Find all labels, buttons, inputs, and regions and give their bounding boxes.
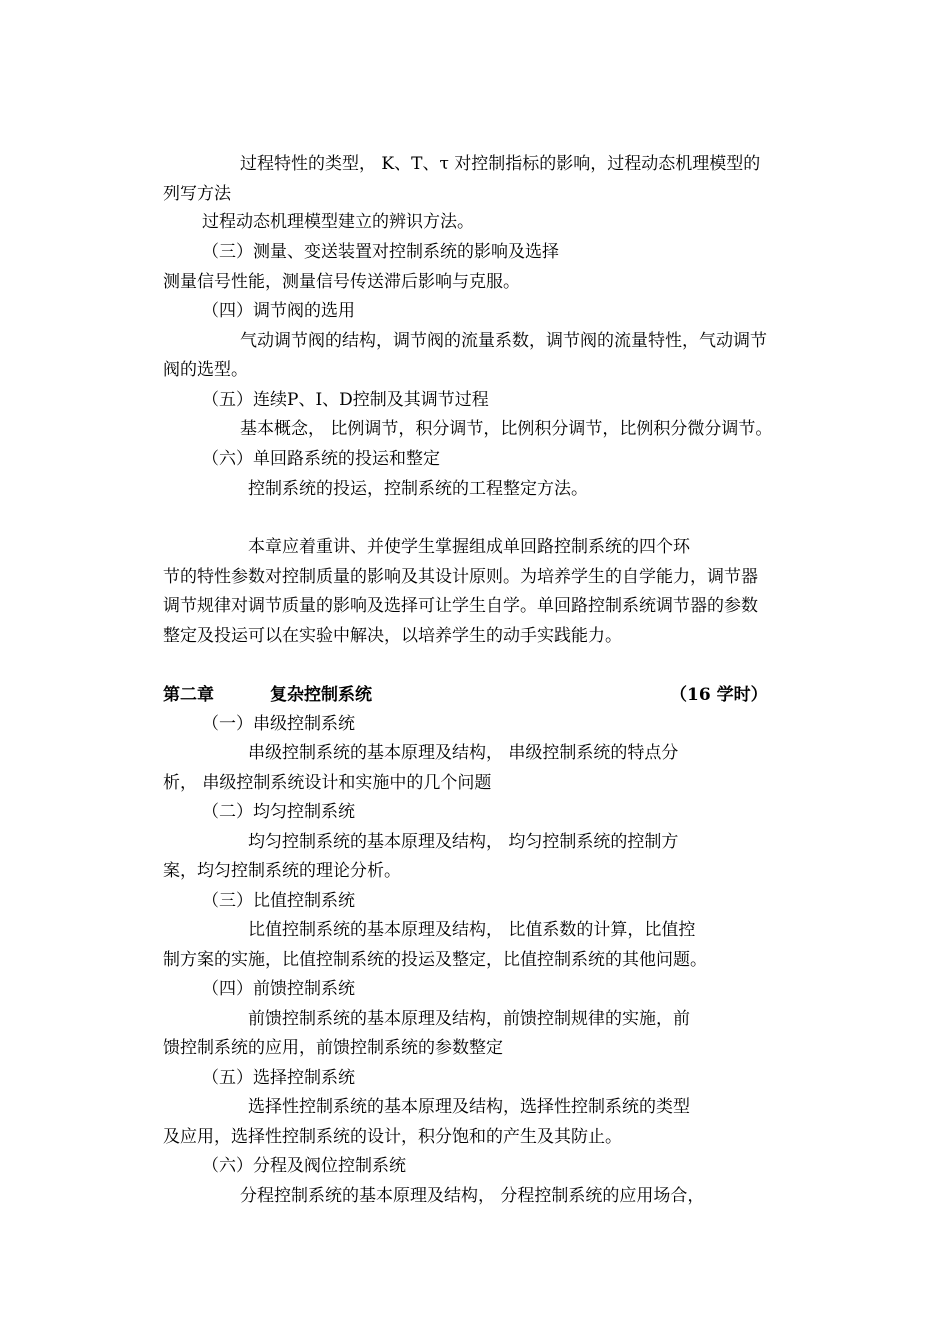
- section-heading: （二）均匀控制系统: [202, 802, 355, 822]
- text-line: 制方案的实施，比值控制系统的投运及整定，比值控制系统的其他问题。: [163, 950, 707, 970]
- section-heading: （六）分程及阀位控制系统: [202, 1156, 406, 1176]
- summary-line: 节的特性参数对控制质量的影响及其设计原则。为培养学生的自学能力，调节器: [163, 567, 758, 587]
- text-line: 控制系统的投运，控制系统的工程整定方法。: [248, 479, 588, 499]
- chapter-hours: （16 学时）: [670, 685, 768, 705]
- text-line: 过程特性的类型， K、T、τ 对控制指标的影响，过程动态机理模型的: [240, 154, 761, 174]
- section-heading: （五）连续P、I、D控制及其调节过程: [202, 390, 489, 410]
- summary-line: 整定及投运可以在实验中解决，以培养学生的动手实践能力。: [163, 626, 622, 646]
- chapter-title: 复杂控制系统: [270, 685, 372, 705]
- section-heading: （五）选择控制系统: [202, 1068, 355, 1088]
- text-line: 测量信号性能，测量信号传送滞后影响与克服。: [163, 272, 520, 292]
- text-line: 析， 串级控制系统设计和实施中的几个问题: [163, 773, 492, 793]
- text-line: 选择性控制系统的基本原理及结构，选择性控制系统的类型: [248, 1097, 690, 1117]
- text-line: 气动调节阀的结构，调节阀的流量系数，调节阀的流量特性，气动调节: [240, 331, 767, 351]
- section-heading: （六）单回路系统的投运和整定: [202, 449, 440, 469]
- text-line: 阀的选型。: [163, 360, 248, 380]
- summary-line: 本章应着重讲、并使学生掌握组成单回路控制系统的四个环: [248, 537, 690, 557]
- summary-line: 调节规律对调节质量的影响及选择可让学生自学。单回路控制系统调节器的参数: [163, 596, 758, 616]
- text-line: 及应用，选择性控制系统的设计，积分饱和的产生及其防止。: [163, 1127, 622, 1147]
- text-line: 串级控制系统的基本原理及结构， 串级控制系统的特点分: [248, 743, 679, 763]
- text-line: 基本概念， 比例调节，积分调节，比例积分调节，比例积分微分调节。: [240, 419, 773, 439]
- text-line: 比值控制系统的基本原理及结构， 比值系数的计算，比值控: [248, 920, 696, 940]
- text-line: 馈控制系统的应用，前馈控制系统的参数整定: [163, 1038, 503, 1058]
- text-line: 前馈控制系统的基本原理及结构，前馈控制规律的实施，前: [248, 1009, 690, 1029]
- section-heading: （一）串级控制系统: [202, 714, 355, 734]
- section-heading: （四）前馈控制系统: [202, 979, 355, 999]
- text-line: 过程动态机理模型建立的辨识方法。: [202, 212, 474, 232]
- section-heading: （三）测量、变送装置对控制系统的影响及选择: [202, 242, 559, 262]
- section-heading: （三）比值控制系统: [202, 891, 355, 911]
- section-heading: （四）调节阀的选用: [202, 301, 355, 321]
- text-line: 分程控制系统的基本原理及结构， 分程控制系统的应用场合，: [240, 1186, 705, 1206]
- text-line: 列写方法: [163, 184, 231, 204]
- chapter-number: 第二章: [163, 685, 214, 705]
- text-line: 均匀控制系统的基本原理及结构， 均匀控制系统的控制方: [248, 832, 679, 852]
- text-line: 案，均匀控制系统的理论分析。: [163, 861, 401, 881]
